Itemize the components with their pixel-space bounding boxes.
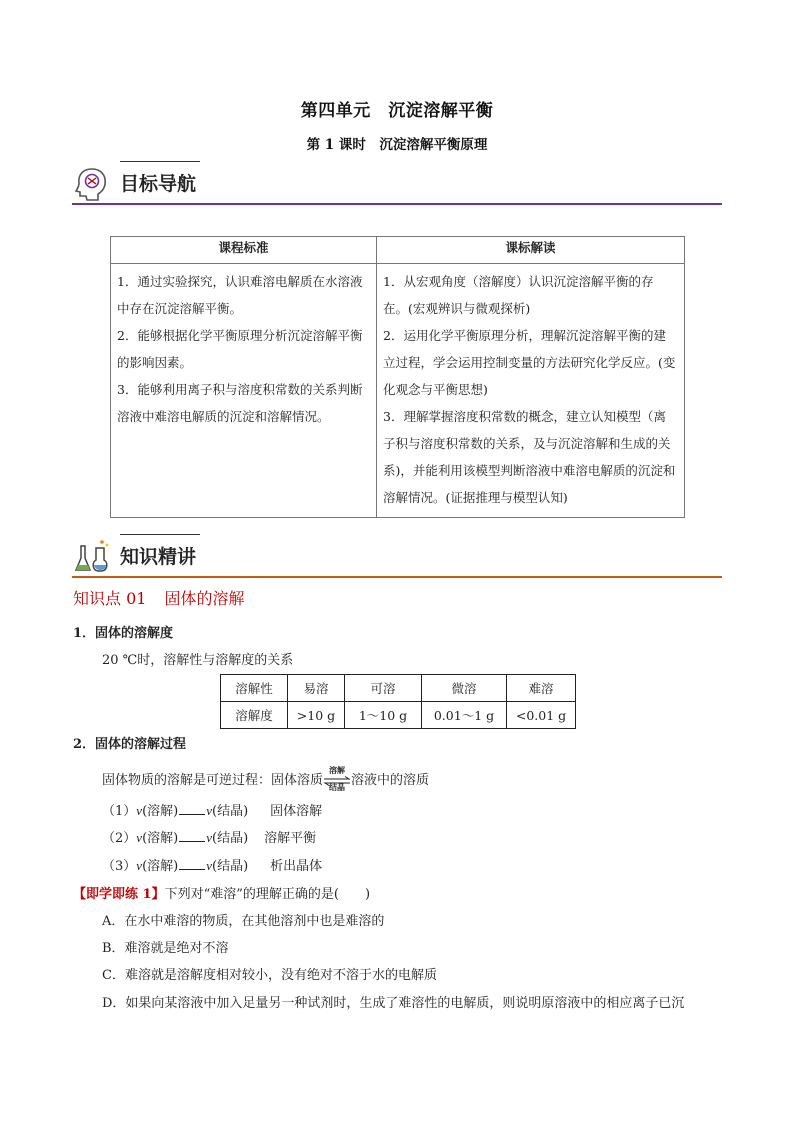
exercise-question bbox=[73, 883, 370, 902]
goals-section-rule bbox=[72, 203, 722, 205]
table-cell: 难溶 bbox=[507, 675, 576, 702]
standard-item: 1．通过实验探究，认识难溶电解质在水溶液中存在沉淀溶解平衡。 bbox=[117, 274, 363, 316]
table-cell: 可溶 bbox=[345, 675, 422, 702]
table-cell: 0.01～1 g bbox=[422, 702, 507, 729]
table-cell: <0.01 g bbox=[507, 702, 576, 729]
goals-col1-header: 课程标准 bbox=[111, 237, 377, 264]
item-number: （2） bbox=[102, 831, 137, 846]
knowledge-point-title bbox=[73, 586, 244, 609]
rate-comparison-item bbox=[102, 855, 322, 874]
part2-heading: 2．固体的溶解过程 bbox=[73, 737, 187, 752]
header-top-rule bbox=[120, 161, 200, 162]
exercise-question-text: 下列对“难溶”的理解正确的是( ) bbox=[164, 887, 371, 902]
rate-comparison-item bbox=[102, 800, 322, 819]
rate-symbol: v bbox=[136, 830, 143, 845]
lesson-title: 第 1 课时 沉淀溶解平衡原理 bbox=[306, 137, 488, 153]
answer-blank[interactable] bbox=[179, 857, 205, 870]
lab-flask-icon bbox=[72, 536, 112, 576]
knowledge-section-label: 知识精讲 bbox=[120, 546, 197, 568]
goals-col2-header: 课标解读 bbox=[377, 237, 685, 264]
knowledge-section-rule bbox=[72, 576, 722, 578]
knowledge-point-number: 知识点 01 bbox=[73, 589, 147, 608]
knowledge-point-name: 固体的溶解 bbox=[164, 589, 245, 608]
knowledge-section-header bbox=[72, 534, 722, 578]
answer-blank[interactable] bbox=[179, 829, 205, 842]
rate-comparison-item bbox=[102, 827, 316, 846]
answer-blank[interactable] bbox=[179, 802, 205, 815]
goals-table bbox=[110, 236, 685, 518]
part1-intro: 20 ℃时，溶解性与溶解度的关系 bbox=[102, 653, 294, 668]
standard-item: 3．能够利用离子积与溶度积常数的关系判断溶液中难溶电解质的沉淀和溶解情况。 bbox=[117, 382, 363, 424]
interpretation-item: 2．运用化学平衡原理分析，理解沉淀溶解平衡的建立过程，学会运用控制变量的方法研究化学反应。(变化观念与平衡思想) bbox=[383, 328, 676, 397]
rate-label: (结晶) bbox=[212, 804, 249, 819]
table-cell: 微溶 bbox=[422, 675, 507, 702]
exercise-option-a[interactable]: A．在水中难溶的物质，在其他溶剂中也是难溶的 bbox=[102, 914, 385, 929]
standard-item: 2．能够根据化学平衡原理分析沉淀溶解平衡的影响因素。 bbox=[117, 328, 363, 370]
solubility-table bbox=[220, 674, 576, 729]
exercise-option-b[interactable]: B．难溶就是绝对不溶 bbox=[102, 941, 229, 956]
interpretation-item: 1．从宏观角度（溶解度）认识沉淀溶解平衡的存在。(宏观辨识与微观探析) bbox=[383, 274, 654, 316]
table-cell: 1～10 g bbox=[345, 702, 422, 729]
exercise-option-c[interactable]: C．难溶就是溶解度相对较小，没有绝对不溶于水的电解质 bbox=[102, 968, 437, 983]
goals-col2-cell bbox=[377, 264, 685, 518]
rate-symbol: v bbox=[206, 830, 212, 845]
equation-left: 固体物质的溶解是可逆过程：固体溶质 bbox=[102, 773, 324, 788]
rate-label: (溶解) bbox=[142, 831, 179, 846]
item-number: （3） bbox=[102, 859, 137, 874]
equation-right: 溶液中的溶质 bbox=[351, 773, 430, 788]
unit-title: 第四单元 沉淀溶解平衡 bbox=[300, 101, 494, 121]
goals-section-header bbox=[72, 161, 722, 205]
header-top-rule bbox=[120, 534, 200, 535]
table-cell: 易溶 bbox=[288, 675, 345, 702]
exercise-label: 【即学即练 1】 bbox=[73, 887, 165, 902]
part1-heading: 1．固体的溶解度 bbox=[73, 626, 174, 641]
table-cell: 溶解度 bbox=[221, 702, 288, 729]
item-result: 析出晶体 bbox=[270, 859, 323, 874]
rate-symbol: v bbox=[136, 803, 143, 818]
rate-symbol: v bbox=[206, 858, 212, 873]
rate-label: (结晶) bbox=[212, 859, 249, 874]
reversible-arrow bbox=[323, 764, 351, 792]
rate-label: (溶解) bbox=[142, 804, 179, 819]
brain-head-icon bbox=[72, 163, 112, 203]
item-number: （1） bbox=[102, 804, 137, 819]
table-cell: >10 g bbox=[288, 702, 345, 729]
arrow-top-label: 溶解 bbox=[329, 764, 346, 775]
goals-section-label: 目标导航 bbox=[120, 173, 197, 195]
rate-symbol: v bbox=[206, 803, 212, 818]
rate-symbol: v bbox=[136, 858, 143, 873]
item-result: 溶解平衡 bbox=[264, 831, 317, 846]
rate-label: (结晶) bbox=[212, 831, 249, 846]
table-cell: 溶解性 bbox=[221, 675, 288, 702]
interpretation-item: 3．理解掌握溶度积常数的概念，建立认知模型（离子积与溶度积常数的关系，及与沉淀溶解和生成的关系)，并能利用该模型判断溶液中难溶电解质的沉淀和溶解情况。(证据推理与模型认知) bbox=[383, 409, 676, 505]
dissolution-equation bbox=[102, 764, 430, 792]
item-result: 固体溶解 bbox=[270, 804, 323, 819]
exercise-option-d[interactable]: D．如果向某溶液中加入足量另一种试剂时，生成了难溶性的电解质，则说明原溶液中的相应离子已沉 bbox=[102, 996, 685, 1011]
arrow-bottom-label: 结晶 bbox=[329, 781, 346, 792]
rate-label: (溶解) bbox=[142, 859, 179, 874]
goals-col1-cell bbox=[111, 264, 377, 518]
